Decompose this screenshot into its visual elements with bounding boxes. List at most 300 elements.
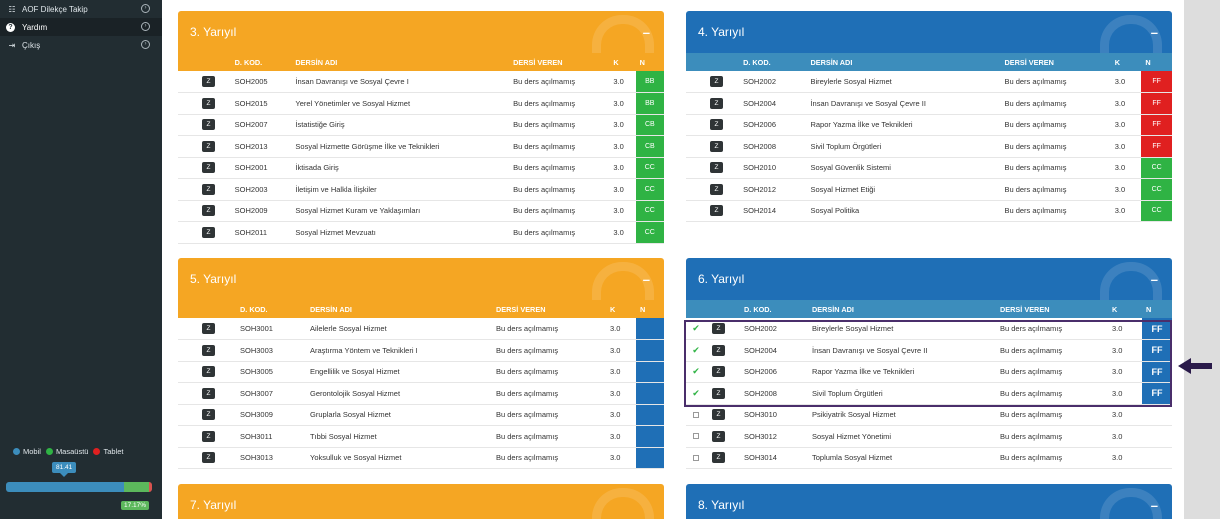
course-code: SOH3001 bbox=[236, 318, 306, 340]
z-button[interactable]: Z bbox=[202, 388, 215, 399]
col-credit: K bbox=[1108, 300, 1142, 318]
device-legend bbox=[8, 447, 123, 456]
z-cell bbox=[686, 200, 739, 222]
course-grade: FF bbox=[1141, 114, 1172, 136]
empty-checkbox-icon[interactable] bbox=[693, 412, 699, 418]
table-row bbox=[686, 136, 1172, 158]
table-row bbox=[178, 157, 664, 179]
z-cell bbox=[686, 136, 739, 158]
panel-yariyil-4 bbox=[686, 11, 1172, 222]
logo-watermark-icon bbox=[592, 262, 654, 300]
course-teacher: Bu ders açılmamış bbox=[1000, 93, 1110, 115]
panel-title: 8. Yarıyıl bbox=[698, 498, 745, 512]
course-teacher: Bu ders açılmamış bbox=[996, 340, 1108, 362]
z-button[interactable]: Z bbox=[202, 141, 215, 152]
z-button[interactable]: Z bbox=[712, 366, 725, 377]
highlight-box bbox=[684, 320, 1172, 407]
table-row bbox=[178, 179, 664, 201]
table-row bbox=[686, 404, 1172, 426]
course-credit: 3.0 bbox=[1108, 340, 1142, 362]
row-checkbox[interactable]: ✔ bbox=[686, 383, 706, 405]
course-code: SOH3010 bbox=[740, 404, 808, 426]
col-grade: N bbox=[636, 53, 664, 71]
chevron-circle-icon[interactable]: › bbox=[141, 22, 150, 31]
course-credit: 3.0 bbox=[609, 222, 635, 244]
logo-watermark-icon bbox=[592, 488, 654, 519]
course-teacher: Bu ders açılmamış bbox=[509, 222, 609, 244]
course-grade bbox=[636, 404, 664, 426]
z-cell bbox=[178, 361, 236, 383]
z-cell bbox=[686, 157, 739, 179]
course-credit: 3.0 bbox=[606, 404, 636, 426]
course-grade bbox=[1142, 447, 1172, 469]
course-teacher: Bu ders açılmamış bbox=[492, 447, 606, 469]
course-grade: BB bbox=[636, 71, 664, 93]
course-teacher: Bu ders açılmamış bbox=[509, 136, 609, 158]
table-row bbox=[178, 404, 664, 426]
course-name: Yoksulluk ve Sosyal Hizmet bbox=[306, 447, 492, 469]
course-name: Sosyal Hizmet Etiği bbox=[806, 179, 1000, 201]
sidebar-item-label: AOF Dilekçe Takip bbox=[22, 4, 88, 14]
course-teacher: Bu ders açılmamış bbox=[509, 71, 609, 93]
course-teacher: Bu ders açılmamış bbox=[996, 447, 1108, 469]
course-credit: 3.0 bbox=[1111, 114, 1142, 136]
collapse-button[interactable]: – bbox=[642, 24, 650, 40]
table-row bbox=[686, 426, 1172, 448]
col-name: DERSİN ADI bbox=[306, 300, 492, 318]
z-cell bbox=[178, 93, 231, 115]
course-name: Toplumla Sosyal Hizmet bbox=[808, 447, 996, 469]
z-button[interactable]: Z bbox=[710, 184, 723, 195]
course-teacher: Bu ders açılmamış bbox=[1000, 157, 1110, 179]
col-code: D. KOD. bbox=[236, 300, 306, 318]
course-teacher: Bu ders açılmamış bbox=[1000, 71, 1110, 93]
chevron-circle-icon[interactable]: › bbox=[141, 40, 150, 49]
course-credit: 3.0 bbox=[606, 318, 636, 340]
course-name: Bireylerle Sosyal Hizmet bbox=[808, 318, 996, 340]
col-code: D. KOD. bbox=[739, 53, 806, 71]
z-button[interactable]: Z bbox=[202, 409, 215, 420]
course-code: SOH2006 bbox=[740, 361, 808, 383]
col-blank bbox=[178, 300, 236, 318]
course-teacher: Bu ders açılmamış bbox=[996, 383, 1108, 405]
course-credit: 3.0 bbox=[609, 114, 635, 136]
course-teacher: Bu ders açılmamış bbox=[996, 318, 1108, 340]
course-credit: 3.0 bbox=[606, 426, 636, 448]
course-name: Gerontolojik Sosyal Hizmet bbox=[306, 383, 492, 405]
table-row bbox=[178, 361, 664, 383]
z-cell bbox=[178, 200, 231, 222]
course-grade bbox=[1142, 404, 1172, 426]
table-row bbox=[686, 114, 1172, 136]
z-cell bbox=[178, 114, 231, 136]
course-teacher: Bu ders açılmamış bbox=[996, 426, 1108, 448]
z-cell bbox=[178, 71, 231, 93]
course-teacher: Bu ders açılmamış bbox=[492, 340, 606, 362]
course-name: Sivil Toplum Örgütleri bbox=[806, 136, 1000, 158]
usage-percent-badge: 17.17% bbox=[121, 501, 149, 510]
sidebar bbox=[0, 0, 162, 519]
logo-watermark-icon bbox=[1100, 15, 1162, 53]
course-name: İnsan Davranışı ve Sosyal Çevre II bbox=[806, 93, 1000, 115]
course-credit: 3.0 bbox=[1108, 426, 1142, 448]
course-code: SOH2006 bbox=[739, 114, 806, 136]
course-code: SOH3011 bbox=[236, 426, 306, 448]
z-cell bbox=[178, 383, 236, 405]
sidebar-item-yardim[interactable] bbox=[0, 18, 162, 36]
course-code: SOH2011 bbox=[231, 222, 292, 244]
panel-header bbox=[178, 11, 664, 53]
course-name: Ailelerle Sosyal Hizmet bbox=[306, 318, 492, 340]
z-cell bbox=[178, 340, 236, 362]
course-name: Sosyal Hizmet Yönetimi bbox=[808, 426, 996, 448]
course-grade: CB bbox=[636, 114, 664, 136]
row-checkbox[interactable]: ✔ bbox=[686, 318, 706, 340]
z-button[interactable]: Z bbox=[712, 452, 725, 463]
table-row bbox=[178, 447, 664, 469]
col-credit: K bbox=[1111, 53, 1142, 71]
course-code: SOH2004 bbox=[740, 340, 808, 362]
z-cell bbox=[178, 404, 236, 426]
course-name: Yerel Yönetimler ve Sosyal Hizmet bbox=[291, 93, 509, 115]
sitemap-icon: ☷ bbox=[8, 4, 16, 14]
course-code: SOH2010 bbox=[739, 157, 806, 179]
course-name: Psikiyatrik Sosyal Hizmet bbox=[808, 404, 996, 426]
panel-title: 7. Yarıyıl bbox=[190, 498, 237, 512]
col-blank bbox=[686, 53, 739, 71]
course-code: SOH2004 bbox=[739, 93, 806, 115]
table-row bbox=[178, 114, 664, 136]
course-code: SOH3013 bbox=[236, 447, 306, 469]
table-row bbox=[178, 426, 664, 448]
course-credit: 3.0 bbox=[609, 200, 635, 222]
table-row bbox=[686, 447, 1172, 469]
legend-dot-masaustu bbox=[46, 448, 53, 455]
course-grade bbox=[636, 383, 664, 405]
course-name: İnsan Davranışı ve Sosyal Çevre I bbox=[291, 71, 509, 93]
logo-watermark-icon bbox=[1100, 262, 1162, 300]
course-name: Sosyal Güvenlik Sistemi bbox=[806, 157, 1000, 179]
course-name: İstatistiğe Giriş bbox=[291, 114, 509, 136]
z-button[interactable]: Z bbox=[712, 345, 725, 356]
course-credit: 3.0 bbox=[609, 136, 635, 158]
z-button[interactable]: Z bbox=[710, 98, 723, 109]
panel-yariyil-7 bbox=[178, 484, 664, 519]
legend-label-masaustu: Masaüstü bbox=[55, 447, 89, 456]
table-row bbox=[178, 222, 664, 244]
table-row bbox=[686, 157, 1172, 179]
course-credit: 3.0 bbox=[1108, 361, 1142, 383]
z-button[interactable]: Z bbox=[202, 431, 215, 442]
z-button[interactable]: Z bbox=[712, 431, 725, 442]
col-teacher: DERSİ VEREN bbox=[509, 53, 609, 71]
z-cell bbox=[686, 179, 739, 201]
z-button[interactable]: Z bbox=[710, 119, 723, 130]
course-name: İktisada Giriş bbox=[291, 157, 509, 179]
table-row bbox=[178, 200, 664, 222]
legend-dot-mobil bbox=[13, 448, 20, 455]
col-credit: K bbox=[606, 300, 636, 318]
course-name: Araştırma Yöntem ve Teknikleri I bbox=[306, 340, 492, 362]
course-grade: CC bbox=[636, 222, 664, 244]
sidebar-item-aof-dilekce-takip[interactable] bbox=[0, 0, 162, 18]
z-button[interactable]: Z bbox=[202, 366, 215, 377]
course-credit: 3.0 bbox=[606, 361, 636, 383]
table-row bbox=[686, 71, 1172, 93]
col-teacher: DERSİ VEREN bbox=[1000, 53, 1110, 71]
course-name: Tıbbi Sosyal Hizmet bbox=[306, 426, 492, 448]
table-row bbox=[178, 71, 664, 93]
course-teacher: Bu ders açılmamış bbox=[1000, 114, 1110, 136]
z-button[interactable]: Z bbox=[712, 388, 725, 399]
course-grade bbox=[636, 426, 664, 448]
z-button[interactable]: Z bbox=[202, 98, 215, 109]
empty-checkbox-icon[interactable] bbox=[693, 455, 699, 461]
course-credit: 3.0 bbox=[1111, 157, 1142, 179]
course-code: SOH2002 bbox=[740, 318, 808, 340]
course-teacher: Bu ders açılmamış bbox=[509, 200, 609, 222]
panel-header bbox=[686, 484, 1172, 519]
row-checkbox[interactable] bbox=[686, 447, 706, 469]
course-grade: CC bbox=[636, 157, 664, 179]
course-name: Rapor Yazma İlke ve Teknikleri bbox=[808, 361, 996, 383]
row-checkbox[interactable] bbox=[686, 426, 706, 448]
course-teacher: Bu ders açılmamış bbox=[509, 179, 609, 201]
panel-yariyil-8 bbox=[686, 484, 1172, 519]
course-code: SOH2003 bbox=[231, 179, 292, 201]
logo-watermark-icon bbox=[592, 15, 654, 53]
col-name: DERSİN ADI bbox=[291, 53, 509, 71]
course-grade: FF bbox=[1142, 361, 1172, 383]
arrow-left-icon bbox=[1178, 358, 1212, 374]
course-code: SOH2015 bbox=[231, 93, 292, 115]
z-button[interactable]: Z bbox=[710, 162, 723, 173]
course-credit: 3.0 bbox=[1111, 93, 1142, 115]
course-code: SOH2005 bbox=[231, 71, 292, 93]
course-credit: 3.0 bbox=[1111, 71, 1142, 93]
course-table bbox=[178, 300, 664, 469]
row-checkbox[interactable]: ✔ bbox=[686, 361, 706, 383]
scrollbar-track[interactable] bbox=[1184, 0, 1220, 519]
z-button[interactable]: Z bbox=[710, 141, 723, 152]
row-checkbox[interactable] bbox=[686, 404, 706, 426]
z-cell bbox=[706, 426, 740, 448]
sidebar-item-cikis[interactable] bbox=[0, 36, 162, 54]
panel-header bbox=[686, 258, 1172, 300]
panel-header bbox=[178, 258, 664, 300]
course-teacher: Bu ders açılmamış bbox=[996, 404, 1108, 426]
course-grade: FF bbox=[1141, 93, 1172, 115]
z-button[interactable]: Z bbox=[712, 409, 725, 420]
course-table bbox=[178, 53, 664, 244]
course-code: SOH3012 bbox=[740, 426, 808, 448]
collapse-button[interactable]: – bbox=[1150, 497, 1158, 513]
z-cell bbox=[706, 447, 740, 469]
course-name: Sivil Toplum Örgütleri bbox=[808, 383, 996, 405]
z-button[interactable]: Z bbox=[202, 227, 215, 238]
z-cell bbox=[178, 157, 231, 179]
course-code: SOH2008 bbox=[740, 383, 808, 405]
course-grade: CC bbox=[1141, 200, 1172, 222]
table-row bbox=[686, 93, 1172, 115]
col-teacher: DERSİ VEREN bbox=[996, 300, 1108, 318]
course-grade bbox=[636, 447, 664, 469]
z-cell bbox=[686, 114, 739, 136]
course-credit: 3.0 bbox=[1111, 136, 1142, 158]
course-grade: FF bbox=[1141, 71, 1172, 93]
course-credit: 3.0 bbox=[1108, 318, 1142, 340]
course-credit: 3.0 bbox=[609, 179, 635, 201]
z-button[interactable]: Z bbox=[710, 76, 723, 87]
col-credit: K bbox=[609, 53, 635, 71]
col-grade: N bbox=[636, 300, 664, 318]
course-teacher: Bu ders açılmamış bbox=[492, 426, 606, 448]
z-cell bbox=[178, 179, 231, 201]
course-grade: CC bbox=[1141, 179, 1172, 201]
course-grade: FF bbox=[1142, 340, 1172, 362]
z-button[interactable]: Z bbox=[202, 452, 215, 463]
course-code: SOH2001 bbox=[231, 157, 292, 179]
course-name: Sosyal Politika bbox=[806, 200, 1000, 222]
z-cell bbox=[178, 222, 231, 244]
col-grade: N bbox=[1141, 53, 1172, 71]
legend-dot-tablet bbox=[93, 448, 100, 455]
table-row bbox=[178, 340, 664, 362]
course-name: Gruplarla Sosyal Hizmet bbox=[306, 404, 492, 426]
device-usage-bar bbox=[6, 482, 152, 492]
course-grade: CC bbox=[1141, 157, 1172, 179]
course-grade bbox=[636, 361, 664, 383]
collapse-button[interactable]: – bbox=[1150, 271, 1158, 287]
sidebar-item-label: Çıkış bbox=[22, 40, 41, 50]
z-cell bbox=[178, 318, 236, 340]
course-credit: 3.0 bbox=[1111, 200, 1142, 222]
course-code: SOH2012 bbox=[739, 179, 806, 201]
usage-tooltip: 81.41 bbox=[52, 462, 76, 473]
col-teacher: DERSİ VEREN bbox=[492, 300, 606, 318]
logo-watermark-icon bbox=[1100, 488, 1162, 519]
z-cell bbox=[178, 426, 236, 448]
course-credit: 3.0 bbox=[606, 447, 636, 469]
z-button[interactable]: Z bbox=[710, 205, 723, 216]
course-teacher: Bu ders açılmamış bbox=[996, 361, 1108, 383]
course-teacher: Bu ders açılmamış bbox=[492, 404, 606, 426]
panel-yariyil-5 bbox=[178, 258, 664, 469]
sidebar-item-label: Yardım bbox=[22, 22, 48, 32]
course-name: Sosyal Hizmette Görüşme İlke ve Teknikleri bbox=[291, 136, 509, 158]
sign-out-icon: ⇥ bbox=[8, 40, 16, 50]
table-row bbox=[178, 136, 664, 158]
panel-title: 6. Yarıyıl bbox=[698, 272, 745, 286]
z-button[interactable]: Z bbox=[202, 119, 215, 130]
z-button[interactable]: Z bbox=[202, 162, 215, 173]
course-grade: BB bbox=[636, 93, 664, 115]
course-grade bbox=[636, 318, 664, 340]
course-code: SOH3003 bbox=[236, 340, 306, 362]
panel-header bbox=[686, 11, 1172, 53]
col-code: D. KOD. bbox=[740, 300, 808, 318]
course-teacher: Bu ders açılmamış bbox=[492, 318, 606, 340]
table-row bbox=[686, 200, 1172, 222]
panel-title: 5. Yarıyıl bbox=[190, 272, 237, 286]
course-teacher: Bu ders açılmamış bbox=[1000, 136, 1110, 158]
course-code: SOH3007 bbox=[236, 383, 306, 405]
empty-checkbox-icon[interactable] bbox=[693, 433, 699, 439]
table-row bbox=[178, 383, 664, 405]
z-button[interactable]: Z bbox=[202, 205, 215, 216]
z-cell bbox=[686, 71, 739, 93]
course-table bbox=[686, 53, 1172, 222]
col-check bbox=[686, 300, 706, 318]
course-credit: 3.0 bbox=[1108, 447, 1142, 469]
course-code: SOH2008 bbox=[739, 136, 806, 158]
legend-label-mobil: Mobil bbox=[23, 447, 41, 456]
row-checkbox[interactable]: ✔ bbox=[686, 340, 706, 362]
course-name: Bireylerle Sosyal Hizmet bbox=[806, 71, 1000, 93]
table-row bbox=[178, 318, 664, 340]
panel-header bbox=[178, 484, 664, 519]
course-name: İletişim ve Halkla İlişkiler bbox=[291, 179, 509, 201]
course-code: SOH2002 bbox=[739, 71, 806, 93]
course-grade: CB bbox=[636, 136, 664, 158]
course-code: SOH2009 bbox=[231, 200, 292, 222]
collapse-button[interactable]: – bbox=[642, 271, 650, 287]
col-blank bbox=[706, 300, 740, 318]
panel-title: 4. Yarıyıl bbox=[698, 25, 745, 39]
course-teacher: Bu ders açılmamış bbox=[509, 114, 609, 136]
course-credit: 3.0 bbox=[609, 93, 635, 115]
panel-title: 3. Yarıyıl bbox=[190, 25, 237, 39]
course-teacher: Bu ders açılmamış bbox=[492, 361, 606, 383]
z-cell bbox=[178, 136, 231, 158]
z-button[interactable]: Z bbox=[202, 184, 215, 195]
course-grade: FF bbox=[1142, 383, 1172, 405]
course-credit: 3.0 bbox=[1108, 404, 1142, 426]
course-name: İnsan Davranışı ve Sosyal Çevre II bbox=[808, 340, 996, 362]
course-teacher: Bu ders açılmamış bbox=[1000, 179, 1110, 201]
course-credit: 3.0 bbox=[609, 157, 635, 179]
bar-segment-masaustu bbox=[124, 482, 149, 492]
z-cell bbox=[706, 404, 740, 426]
col-grade: N bbox=[1142, 300, 1172, 318]
chevron-circle-icon[interactable]: › bbox=[141, 4, 150, 13]
course-teacher: Bu ders açılmamış bbox=[509, 93, 609, 115]
col-blank bbox=[178, 53, 231, 71]
col-name: DERSİN ADI bbox=[806, 53, 1000, 71]
z-button[interactable]: Z bbox=[202, 345, 215, 356]
course-credit: 3.0 bbox=[606, 383, 636, 405]
z-button[interactable]: Z bbox=[202, 76, 215, 87]
z-cell bbox=[178, 447, 236, 469]
course-code: SOH3009 bbox=[236, 404, 306, 426]
course-name: Sosyal Hizmet Mevzuatı bbox=[291, 222, 509, 244]
z-button[interactable]: Z bbox=[202, 323, 215, 334]
collapse-button[interactable]: – bbox=[1150, 24, 1158, 40]
z-button[interactable]: Z bbox=[712, 323, 725, 334]
course-credit: 3.0 bbox=[609, 71, 635, 93]
course-code: SOH2007 bbox=[231, 114, 292, 136]
course-code: SOH3005 bbox=[236, 361, 306, 383]
question-circle-icon: ? bbox=[6, 23, 15, 32]
panel-yariyil-3 bbox=[178, 11, 664, 244]
course-grade: CC bbox=[636, 179, 664, 201]
bar-segment-tablet bbox=[149, 482, 152, 492]
course-name: Engellilik ve Sosyal Hizmet bbox=[306, 361, 492, 383]
legend-label-tablet: Tablet bbox=[103, 447, 124, 456]
course-name: Rapor Yazma İlke ve Teknikleri bbox=[806, 114, 1000, 136]
course-credit: 3.0 bbox=[606, 340, 636, 362]
bar-segment-mobil bbox=[6, 482, 124, 492]
